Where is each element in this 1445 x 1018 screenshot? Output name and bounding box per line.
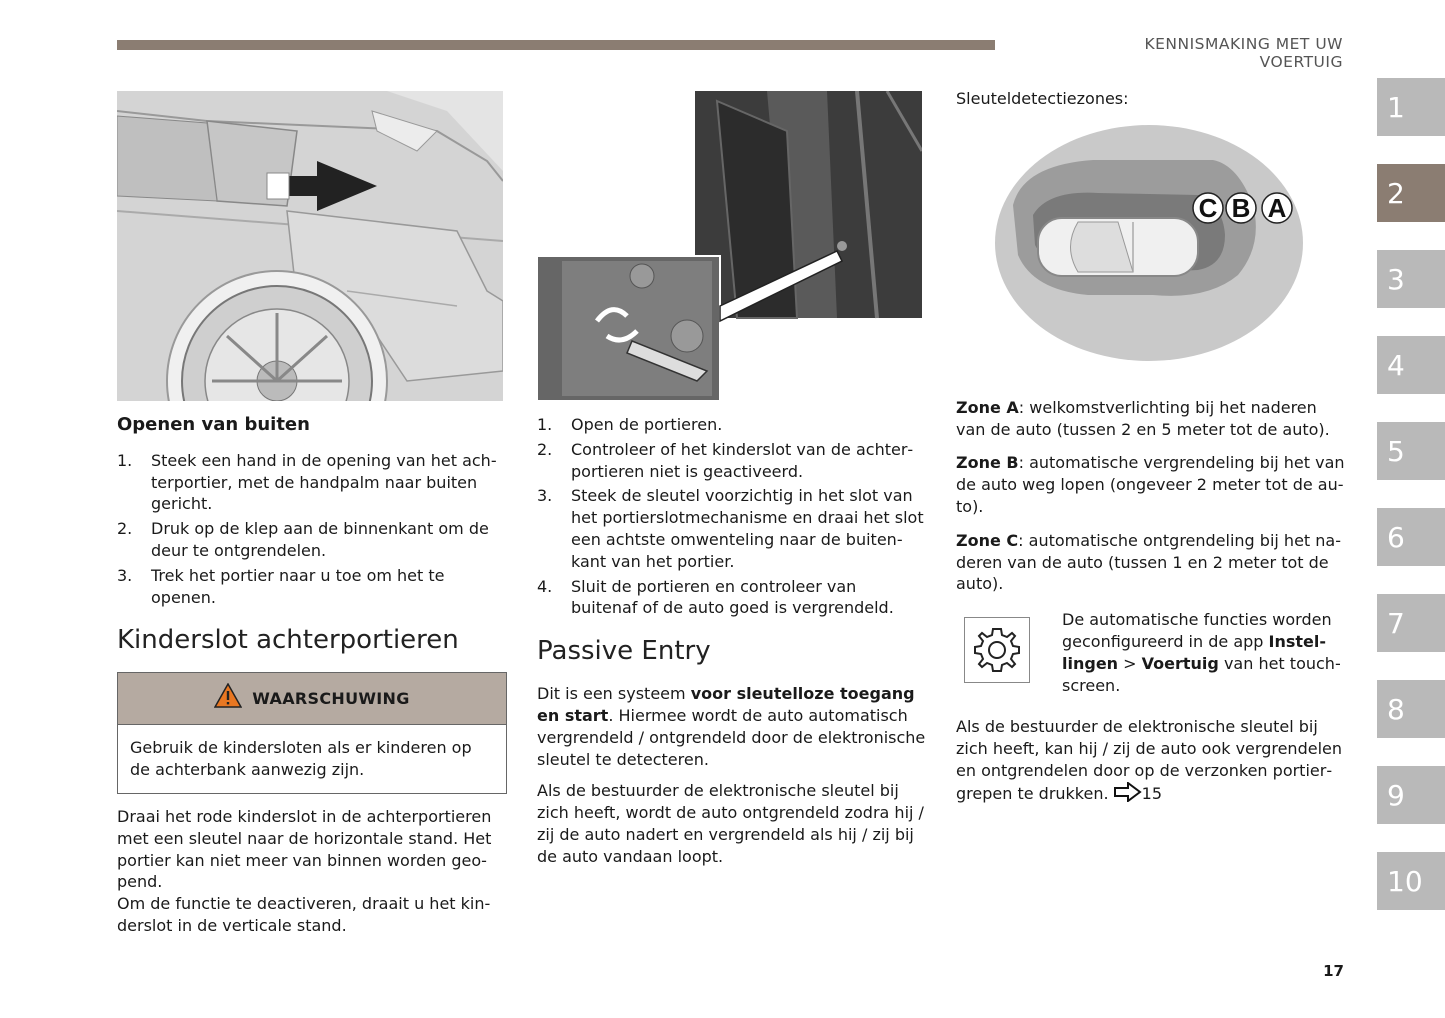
door-handle-paragraph: Als de bestuurder de elektronische sleutel bij zich heeft, kan hij / zij de auto ook vergrendelen en ontgrendelen door op de verzonken portiergrepen te drukken. 15 [956, 717, 1342, 803]
passive-entry-key-paragraph: Als de bestuurder de elektronische sleutel bij zich heeft, wordt de auto ontgrendeld zodra hij / zij de auto nadert en vergrendeld als hij / zij bij de auto vandaan loopt. [537, 781, 924, 866]
list-item: 1. Open de portieren. [537, 415, 723, 434]
chapter-tab-6[interactable]: 6 [1377, 508, 1445, 566]
zone-c-description: Zone C: automatische ontgrendeling bij het naderen van de auto (tussen 1 en 2 meter tot de auto). [956, 530, 1341, 594]
column-middle [537, 414, 927, 878]
chapter-tab-3[interactable]: 3 [1377, 250, 1445, 308]
list-item: 1. Steek een hand in de opening van het achterportier, met de handpalm naar buiten gericht. [117, 450, 497, 514]
warning-icon [214, 683, 242, 714]
warning-text: Gebruik de kindersloten als er kinderen op de achterbank aanwezig zijn. [130, 738, 472, 780]
subheading-open-outside: Openen van buiten [117, 414, 310, 435]
child-lock-deactivate-paragraph: Om de functie te deactiveren, draait u het kinderslot in de verticale stand. [117, 894, 491, 935]
zone-descriptions [956, 397, 1346, 595]
warning-box [117, 672, 507, 794]
chapter-tab-4[interactable]: 4 [1377, 336, 1445, 394]
warning-header [118, 673, 506, 725]
zone-b-description: Zone B: automatische vergrendeling bij het van de auto weg lopen (ongeveer 2 meter tot de auto). [956, 453, 1345, 516]
header-rule [117, 40, 995, 50]
list-item: 2. Controleer of het kinderslot van de achterportieren niet is geactiveerd. [537, 439, 914, 481]
settings-note [956, 609, 1346, 696]
page-reference-link[interactable]: 15 [1114, 784, 1162, 803]
page-number: 17 [1323, 962, 1344, 980]
section-title: KENNISMAKING MET UW VOERTUIG [1144, 35, 1343, 71]
zone-a-letter: A [1267, 193, 1287, 223]
warning-label: WAARSCHUWING [252, 688, 410, 708]
list-item: 4. Sluit de portieren en controleer van buitenaf of de auto goed is vergrendeld. [537, 576, 894, 618]
chapter-tab-9[interactable]: 9 [1377, 766, 1445, 824]
child-lock-steps [537, 414, 927, 619]
zone-b-letter: B [1231, 193, 1251, 223]
door-lock-illustration [537, 91, 922, 401]
passive-entry-paragraph: Dit is een systeem voor sleutelloze toegang en start. Hiermee wordt de auto automatisch vergrendeld / ontgrendeld door de elektronische sleutel te detecteren. [537, 684, 926, 769]
gear-icon [964, 617, 1030, 683]
car-rear-illustration [117, 91, 503, 401]
heading-passive-entry: Passive Entry [537, 636, 711, 667]
settings-note-text: De automatische functies worden geconfigureerd in de app Instellingen > Voertuig van het touchscreen. [1062, 610, 1341, 695]
chapter-tab-8[interactable]: 8 [1377, 680, 1445, 738]
chapter-tab-1[interactable]: 1 [1377, 78, 1445, 136]
list-item: 2. Druk op de klep aan de binnenkant om de deur te ontgrendelen. [117, 519, 489, 560]
child-lock-paragraph: Draai het rode kinderslot in de achterportieren met een sleutel naar de horizontale stand. Het portier kan niet meer van binnen worden geopend. [117, 806, 492, 892]
column-right [956, 88, 1346, 815]
list-item: 3. Trek het portier naar u toe om het te openen. [117, 565, 445, 607]
heading-child-lock: Kinderslot achterportieren [117, 625, 459, 656]
chapter-tab-5[interactable]: 5 [1377, 422, 1445, 480]
arrow-right-icon [1114, 784, 1142, 803]
list-item: 3. Steek de sleutel voorzichtig in het slot van het portierslotmechanisme en draai het slot een achtste omwenteling naar de buitenkant van het portier. [537, 486, 924, 571]
open-outside-steps [117, 450, 507, 609]
zones-label: Sleuteldetectiezones: [956, 89, 1129, 108]
chapter-tab-7[interactable]: 7 [1377, 594, 1445, 652]
chapter-tab-10[interactable]: 10 [1377, 852, 1445, 910]
chapter-tab-2[interactable]: 2 [1377, 164, 1445, 222]
zone-c-letter: C [1198, 193, 1218, 223]
zone-a-description: Zone A: welkomstverlichting bij het naderen van de auto (tussen 2 en 5 meter tot de auto). [956, 397, 1330, 439]
column-left [117, 414, 507, 947]
